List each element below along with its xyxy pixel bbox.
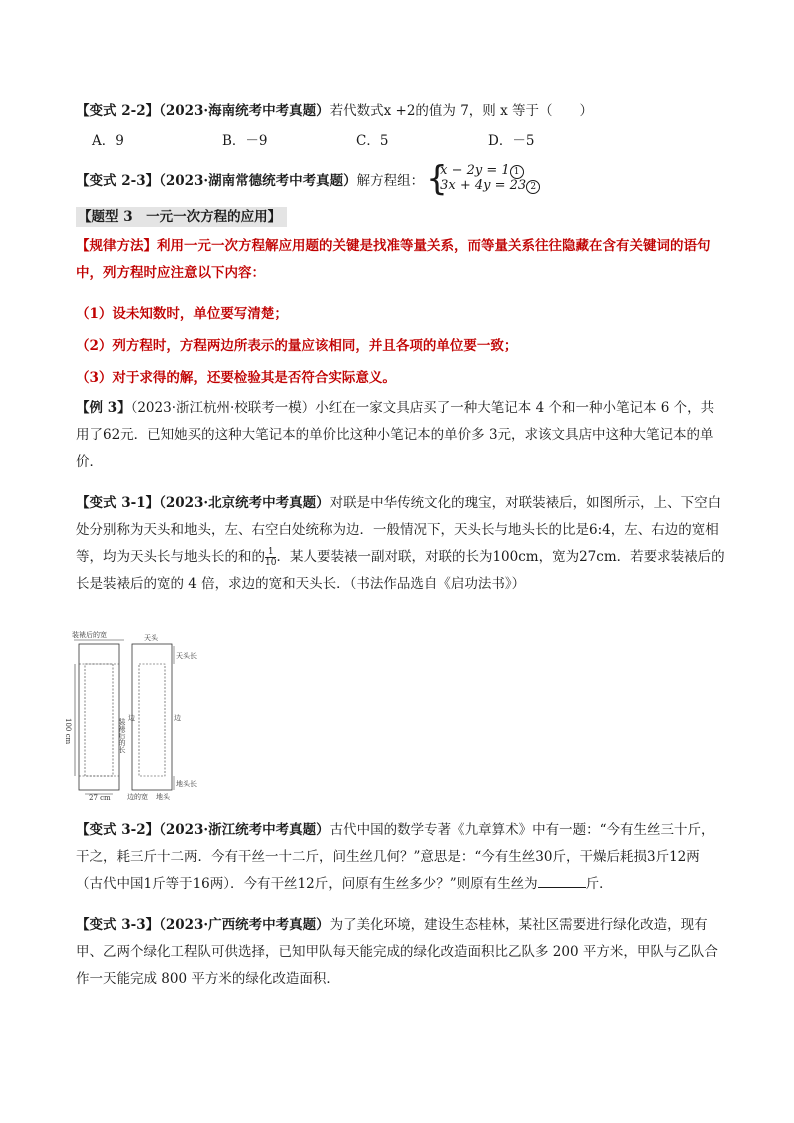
fraction-denominator: 10 xyxy=(265,558,277,568)
question-source: （2023·海南统考中考真题） xyxy=(159,103,330,119)
label-edge-width: 边的宽 xyxy=(127,793,148,801)
option-a[interactable]: A．9 xyxy=(92,133,124,149)
question-2-2 xyxy=(76,98,726,125)
fraction xyxy=(265,547,276,568)
method-label: 【规律方法】 xyxy=(76,238,157,254)
label-width: 27 cm xyxy=(89,794,111,802)
question-text: 解方程组： xyxy=(356,173,425,189)
brace-icon: { xyxy=(426,159,448,199)
fraction-numerator: 1 xyxy=(265,547,276,558)
question-text: 对联是中华传统文化的瑰宝，对联装裱后，如图所示，上、下空白处分别称为天头和地头，左、右空白处统称为边．一般情况下，天头长与地头长的比是6:4，左、右边的宽相等，均为天头长与地头长的和的 xyxy=(76,495,722,565)
label-tiantou-length: 天头长 xyxy=(176,652,197,660)
question-source: （2023·广西统考中考真题） xyxy=(159,917,330,933)
question-tag: 【变式 3-1】 xyxy=(76,495,160,511)
question-3-1 xyxy=(76,490,726,598)
scroll-left xyxy=(64,630,124,802)
label-length: 100 cm xyxy=(64,718,72,745)
option-c[interactable]: C．5 xyxy=(356,133,389,149)
label-mounted-width: 装裱后的宽 xyxy=(72,631,107,639)
question-tag: 【变式 2-2】 xyxy=(76,103,160,119)
label-edge-left: 边 xyxy=(128,714,135,722)
question-source: （2023·湖南常德统考中考真题） xyxy=(159,173,357,189)
method-item: （2）列方程时，方程两边所表示的量应该相同，并且各项的单位要一致； xyxy=(76,338,518,354)
label-tiantou: 天头 xyxy=(144,634,158,642)
question-source: （2023·浙江统考中考真题） xyxy=(159,822,330,838)
question-2-3 xyxy=(76,159,726,199)
question-text-cont: 斤． xyxy=(585,876,613,892)
section-heading: 【题型 3 一元一次方程的应用】 xyxy=(76,207,287,227)
question-3-3 xyxy=(76,912,726,993)
question-3-2 xyxy=(76,817,726,898)
question-text: 小红在一家文具店买了一种大笔记本 4 个和一种小笔记本 6 个，共用了62元．已知她买的这种大笔记本的单价比这种小笔记本的单价多 3元，求该文具店中这种大笔记本的单价． xyxy=(76,400,715,470)
question-text: 为了美化环境，建设生态桂林，某社区需要进行绿化改造，现有甲、乙两个绿化工程队可供选择，已知甲队每天能完成的绿化改造面积比乙队多 200 平方米，甲队与乙队合作一天能完成 800 平方米的绿化改造面积． xyxy=(76,917,718,987)
equation-2: 3x + 4y = 23 xyxy=(440,178,527,193)
equation-1: x − 2y = 1 xyxy=(440,163,510,178)
label-ditou-length: 地头长 xyxy=(176,780,197,788)
method-block xyxy=(76,233,726,287)
label-edge-right: 边 xyxy=(174,714,181,722)
method-item: （1）设未知数时，单位要写清楚； xyxy=(76,306,288,322)
equation-number: 1 xyxy=(510,165,524,179)
option-d[interactable]: D．－5 xyxy=(488,133,535,149)
question-source: （2023·北京统考中考真题） xyxy=(159,495,330,511)
scroll-right xyxy=(118,633,197,801)
couplet-figure xyxy=(64,628,212,803)
label-ditou: 地头 xyxy=(156,793,170,801)
question-text-cont: ．某人要装裱一副对联，对联的长为100cm，宽为27cm．若要求装裱后的长是装裱后的宽的 4 倍，求边的宽和天头长．（书法作品选自《启功法书》） xyxy=(76,549,725,592)
example-3 xyxy=(76,395,726,476)
question-text: 若代数式x +2的值为 7，则 x 等于（ ） xyxy=(329,103,594,119)
option-b[interactable]: B．－9 xyxy=(222,133,268,149)
question-source: （2023·浙江杭州·校联考一模） xyxy=(130,400,316,416)
question-tag: 【例 3】 xyxy=(76,400,131,416)
answer-blank[interactable] xyxy=(538,873,586,888)
question-tag: 【变式 3-2】 xyxy=(76,822,160,838)
question-tag: 【变式 3-3】 xyxy=(76,917,160,933)
answer-options xyxy=(92,129,692,155)
question-tag: 【变式 2-3】 xyxy=(76,173,160,189)
question-text: 古代中国的数学专著《九章算术》中有一题：“今有生丝三十斤，干之，耗三斤十二两．今有干丝一十二斤，问生丝几何？”意思是：“今有生丝30斤，干燥后耗损3斤12两（古代中国1斤等于16两）．今有干丝12斤，问原有生丝多少？”则原有生丝为 xyxy=(76,822,715,892)
label-mounted-length: 装裱后的长 xyxy=(118,718,126,753)
method-item: （3）对于求得的解，还要检验其是否符合实际意义。 xyxy=(76,370,396,386)
method-text: 利用一元一次方程解应用题的关键是找准等量关系，而等量关系往往隐藏在含有关键词的语句中，列方程时应注意以下内容： xyxy=(76,238,711,281)
equation-number: 2 xyxy=(526,180,540,194)
equation-system xyxy=(426,159,540,199)
